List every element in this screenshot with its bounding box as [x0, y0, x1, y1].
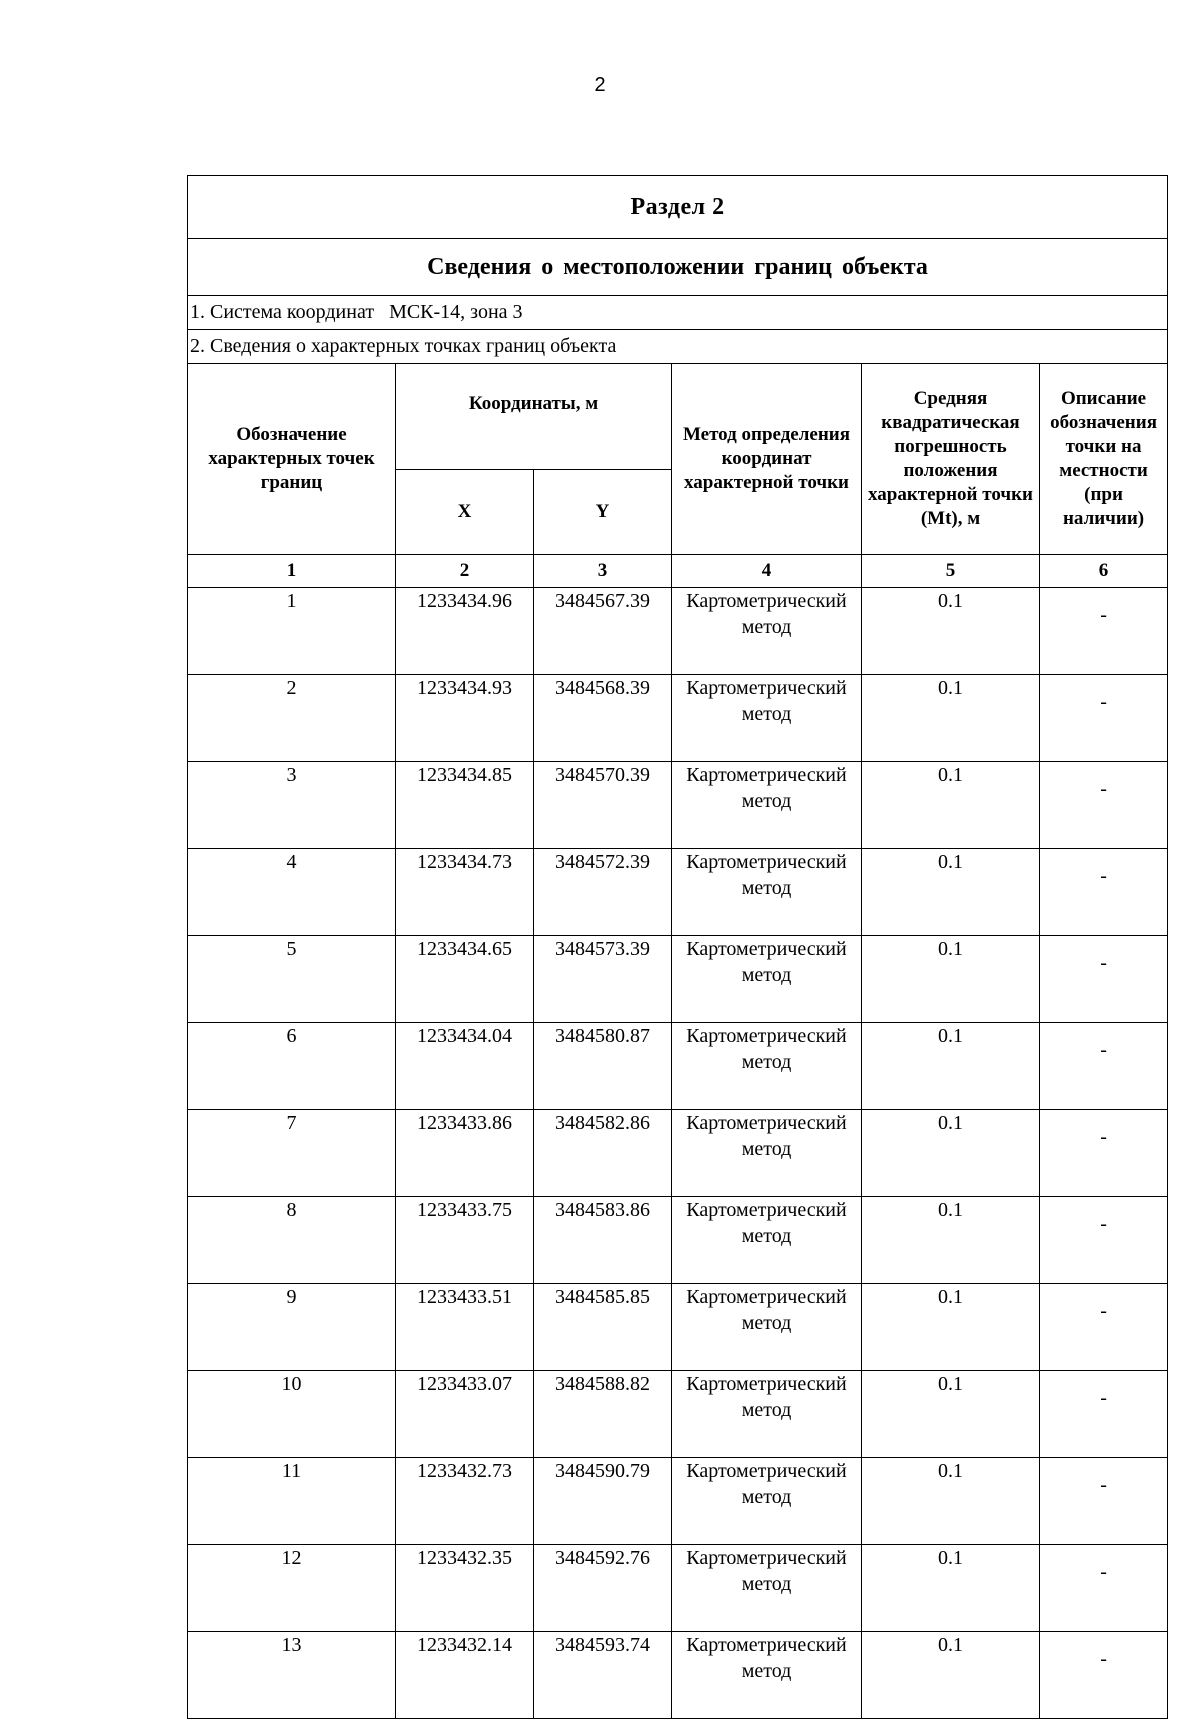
method: Картометрический метод	[672, 675, 862, 762]
mean-error: 0.1	[862, 762, 1040, 849]
coord-x: 1233433.07	[396, 1371, 534, 1458]
point-number: 13	[188, 1632, 396, 1719]
header-designation: Обозначение характерных точек границ	[188, 364, 396, 555]
point-number: 6	[188, 1023, 396, 1110]
table-row	[188, 1284, 1168, 1371]
point-description: -	[1040, 1632, 1168, 1719]
table-row	[188, 588, 1168, 675]
point-number: 10	[188, 1371, 396, 1458]
mean-error: 0.1	[862, 588, 1040, 675]
coord-x: 1233434.73	[396, 849, 534, 936]
column-number: 4	[672, 555, 862, 588]
coord-y: 3484588.82	[534, 1371, 672, 1458]
coord-x: 1233434.85	[396, 762, 534, 849]
point-description: -	[1040, 1110, 1168, 1197]
point-number: 12	[188, 1545, 396, 1632]
mean-error: 0.1	[862, 675, 1040, 762]
method: Картометрический метод	[672, 1284, 862, 1371]
table-row	[188, 1197, 1168, 1284]
header-x: X	[396, 470, 534, 555]
mean-error: 0.1	[862, 1545, 1040, 1632]
method: Картометрический метод	[672, 1371, 862, 1458]
point-description: -	[1040, 1197, 1168, 1284]
column-number: 6	[1040, 555, 1168, 588]
point-number: 2	[188, 675, 396, 762]
point-description: -	[1040, 1458, 1168, 1545]
mean-error: 0.1	[862, 1632, 1040, 1719]
method: Картометрический метод	[672, 936, 862, 1023]
column-number: 2	[396, 555, 534, 588]
coord-x: 1233433.75	[396, 1197, 534, 1284]
header-error: Средняя квадратическая погрешность положения характерной точки (Mt), м	[862, 364, 1040, 555]
coord-x: 1233432.35	[396, 1545, 534, 1632]
coord-x: 1233433.86	[396, 1110, 534, 1197]
table-row	[188, 1110, 1168, 1197]
method: Картометрический метод	[672, 1545, 862, 1632]
table-row	[188, 1545, 1168, 1632]
header-coordinates: Координаты, м	[396, 364, 672, 470]
coord-system-value: МСК-14, зона 3	[389, 301, 523, 323]
coord-y: 3484568.39	[534, 675, 672, 762]
method: Картометрический метод	[672, 1197, 862, 1284]
coord-system-row	[188, 296, 1168, 330]
point-number: 1	[188, 588, 396, 675]
header-method: Метод определения координат характерной точки	[672, 364, 862, 555]
coord-y: 3484582.86	[534, 1110, 672, 1197]
coord-y: 3484570.39	[534, 762, 672, 849]
point-description: -	[1040, 936, 1168, 1023]
coord-x: 1233432.14	[396, 1632, 534, 1719]
method: Картометрический метод	[672, 1632, 862, 1719]
coord-x: 1233434.04	[396, 1023, 534, 1110]
point-description: -	[1040, 1284, 1168, 1371]
table-row	[188, 1632, 1168, 1719]
point-description: -	[1040, 1023, 1168, 1110]
page-number: 2	[594, 74, 606, 96]
header-description: Описание обозначения точки на местности (при наличии)	[1040, 364, 1168, 555]
coord-system-label: 1. Система координат	[190, 301, 375, 323]
method: Картометрический метод	[672, 762, 862, 849]
point-description: -	[1040, 675, 1168, 762]
coord-y: 3484573.39	[534, 936, 672, 1023]
column-number: 5	[862, 555, 1040, 588]
point-description: -	[1040, 588, 1168, 675]
mean-error: 0.1	[862, 1197, 1040, 1284]
coord-y: 3484592.76	[534, 1545, 672, 1632]
table-row	[188, 849, 1168, 936]
coord-y: 3484567.39	[534, 588, 672, 675]
point-number: 8	[188, 1197, 396, 1284]
mean-error: 0.1	[862, 849, 1040, 936]
coord-y: 3484572.39	[534, 849, 672, 936]
coord-x: 1233434.93	[396, 675, 534, 762]
mean-error: 0.1	[862, 1023, 1040, 1110]
mean-error: 0.1	[862, 1284, 1040, 1371]
point-description: -	[1040, 762, 1168, 849]
point-number: 9	[188, 1284, 396, 1371]
table-row	[188, 762, 1168, 849]
coord-y: 3484580.87	[534, 1023, 672, 1110]
coord-x: 1233434.65	[396, 936, 534, 1023]
point-number: 5	[188, 936, 396, 1023]
point-description: -	[1040, 1371, 1168, 1458]
coord-y: 3484590.79	[534, 1458, 672, 1545]
mean-error: 0.1	[862, 936, 1040, 1023]
table-row	[188, 675, 1168, 762]
coord-x: 1233433.51	[396, 1284, 534, 1371]
method: Картометрический метод	[672, 1458, 862, 1545]
point-description: -	[1040, 849, 1168, 936]
coord-y: 3484585.85	[534, 1284, 672, 1371]
mean-error: 0.1	[862, 1110, 1040, 1197]
method: Картометрический метод	[672, 849, 862, 936]
coord-x: 1233434.96	[396, 588, 534, 675]
section-subtitle: Сведения о местоположении границ объекта	[188, 239, 1168, 296]
coord-y: 3484593.74	[534, 1632, 672, 1719]
point-number: 7	[188, 1110, 396, 1197]
method: Картометрический метод	[672, 588, 862, 675]
method: Картометрический метод	[672, 1023, 862, 1110]
table-row	[188, 1023, 1168, 1110]
coord-y: 3484583.86	[534, 1197, 672, 1284]
points-label: 2. Сведения о характерных точках границ объекта	[188, 330, 1168, 364]
coord-x: 1233432.73	[396, 1458, 534, 1545]
mean-error: 0.1	[862, 1458, 1040, 1545]
header-y: Y	[534, 470, 672, 555]
column-number: 3	[534, 555, 672, 588]
point-description: -	[1040, 1545, 1168, 1632]
point-number: 3	[188, 762, 396, 849]
section-title: Раздел 2	[188, 176, 1168, 239]
table-row	[188, 936, 1168, 1023]
column-number: 1	[188, 555, 396, 588]
table-row	[188, 1458, 1168, 1545]
method: Картометрический метод	[672, 1110, 862, 1197]
table-row	[188, 1371, 1168, 1458]
mean-error: 0.1	[862, 1371, 1040, 1458]
boundary-points-table	[187, 175, 1168, 1719]
point-number: 11	[188, 1458, 396, 1545]
point-number: 4	[188, 849, 396, 936]
